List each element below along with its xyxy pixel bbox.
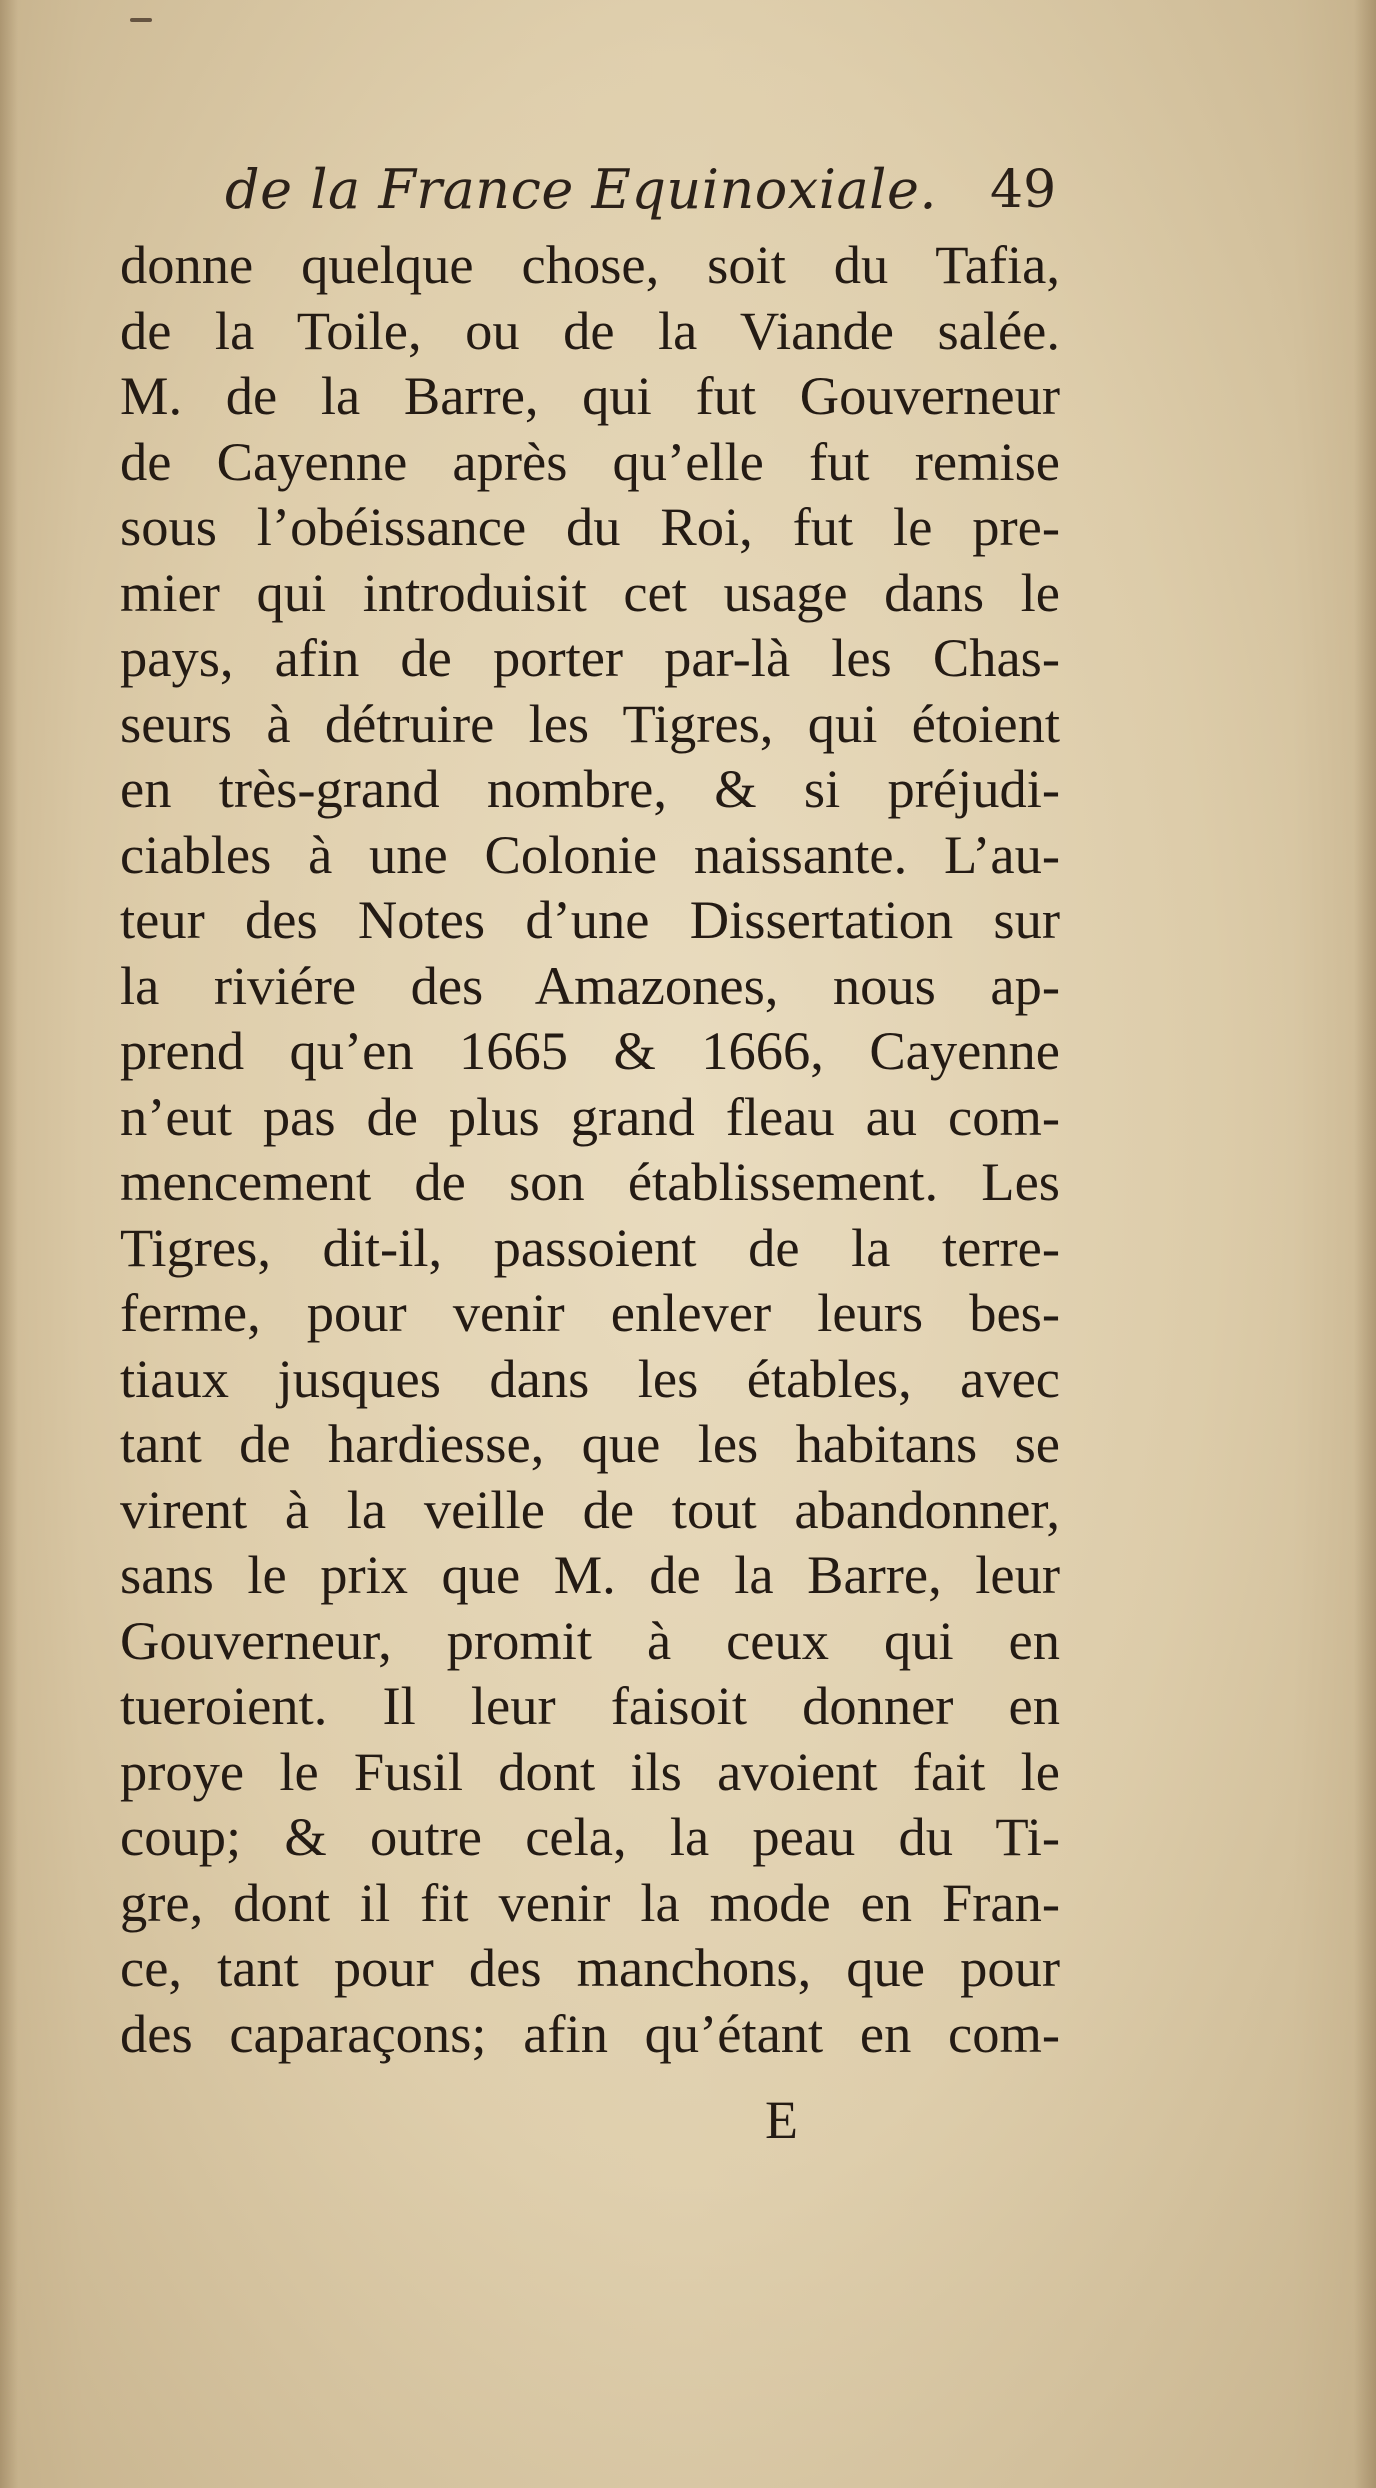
text-line: gre, dont il fit venir la mode en Fran- [120, 1871, 1060, 1933]
text-line: de Cayenne après qu’elle fut remise [120, 430, 1060, 492]
text-line: virent à la veille de tout abandonner, [120, 1478, 1060, 1540]
text-line: ferme, pour venir enlever leurs bes- [120, 1282, 1060, 1343]
text-line: teur des Notes d’une Dissertation sur [120, 889, 1060, 950]
text-line: M. de la Barre, qui fut Gouverneur [120, 365, 1060, 426]
text-line: coup; & outre cela, la peau du Ti- [120, 1806, 1060, 1867]
running-head: de la France Equinoxiale. [225, 158, 938, 221]
text-line: prend qu’en 1665 & 1666, Cayenne [120, 1020, 1060, 1081]
text-line: seurs à détruire les Tigres, qui étoient [120, 692, 1060, 754]
catchword: E [765, 2090, 798, 2150]
text-line: donne quelque chose, soit du Tafia, [120, 234, 1060, 295]
text-line: Tigres, dit-il, passoient de la terre- [120, 1216, 1060, 1278]
text-line: Gouverneur, promit à ceux qui en [120, 1609, 1060, 1671]
page-edge-shadow-left [0, 0, 18, 2488]
text-line: tiaux jusques dans les étables, avec [120, 1347, 1060, 1409]
text-line: ciables à une Colonie naissante. L’au- [120, 823, 1060, 885]
text-line: de la Toile, ou de la Viande salée. [120, 299, 1060, 361]
text-line: n’eut pas de plus grand fleau au com- [120, 1085, 1060, 1147]
text-line: ce, tant pour des manchons, que pour [120, 1937, 1060, 1998]
body-text [120, 232, 1060, 2066]
text-line: tant de hardiesse, que les habitans se [120, 1413, 1060, 1474]
text-line: pays, afin de porter par-là les Chas- [120, 627, 1060, 688]
text-line: sans le prix que M. de la Barre, leur [120, 1544, 1060, 1605]
ink-mark [130, 18, 152, 22]
text-line: mier qui introduisit cet usage dans le [120, 561, 1060, 623]
text-line: mencement de son établissement. Les [120, 1151, 1060, 1212]
text-line: des caparaçons; afin qu’étant en com- [120, 2002, 1060, 2064]
text-line: en très-grand nombre, & si préjudi- [120, 758, 1060, 819]
page-number: 49 [990, 160, 1057, 220]
text-line: sous l’obéissance du Roi, fut le pre- [120, 496, 1060, 557]
page-edge-shadow-right [1354, 0, 1376, 2488]
text-line: la riviére des Amazones, nous ap- [120, 954, 1060, 1016]
text-line: tueroient. Il leur faisoit donner en [120, 1675, 1060, 1736]
text-line: proye le Fusil dont ils avoient fait le [120, 1740, 1060, 1802]
